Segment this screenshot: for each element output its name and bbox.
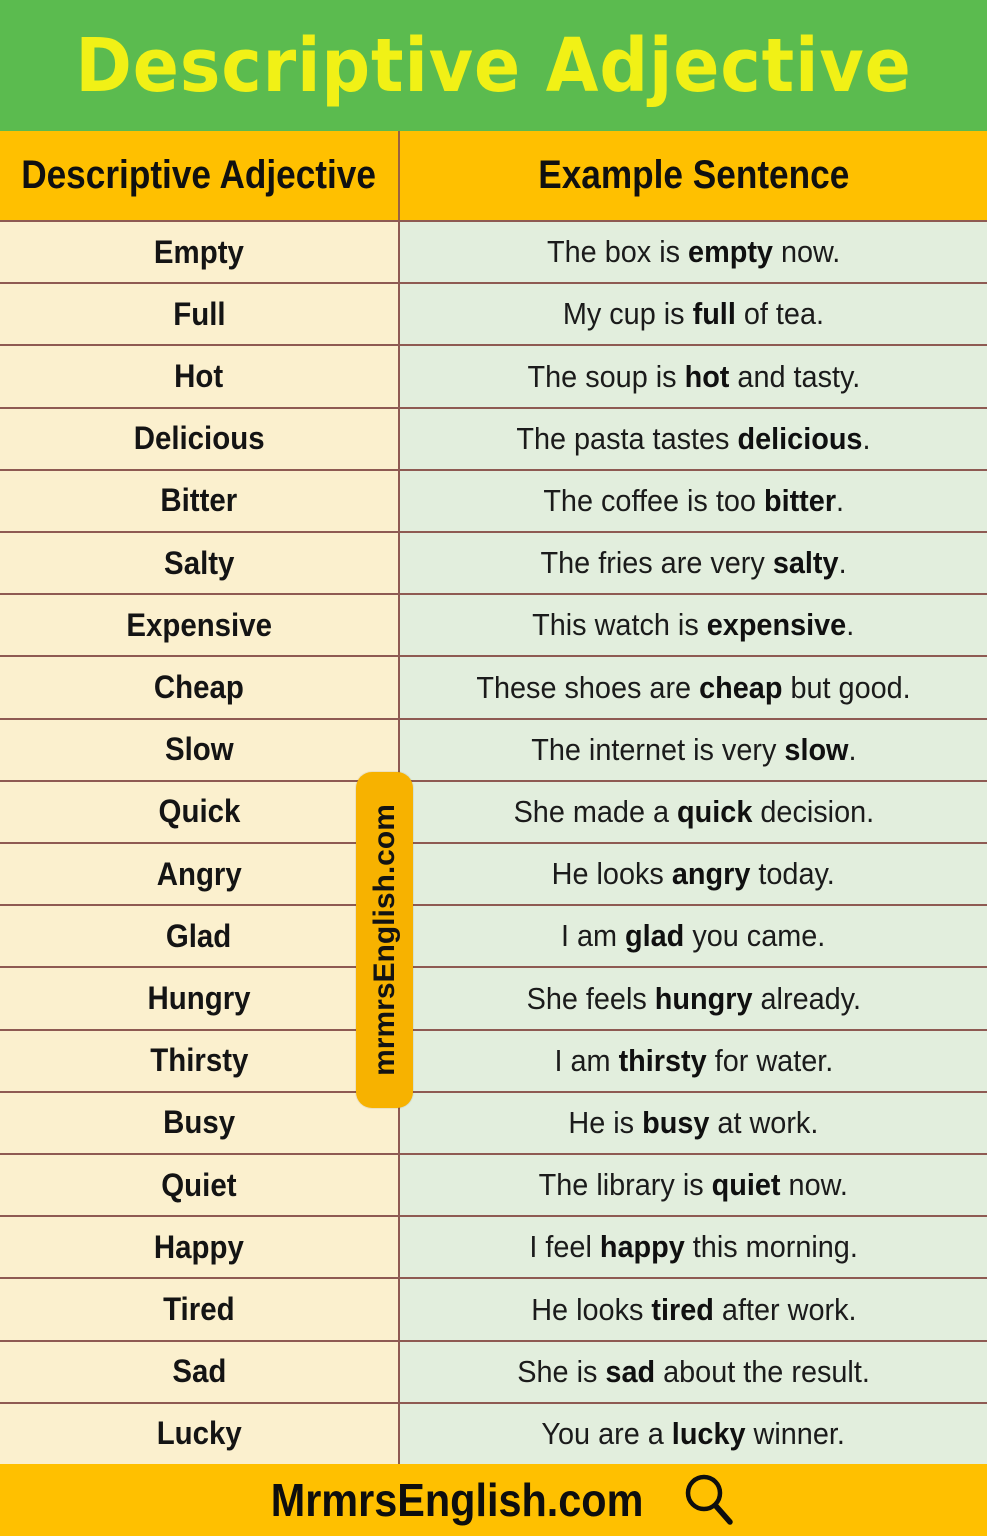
highlighted-adjective: expensive [707, 607, 847, 643]
example-sentence: The library is quiet now. [538, 1167, 849, 1203]
example-sentence: These shoes are cheap but good. [476, 669, 911, 705]
title-banner [0, 0, 987, 131]
table-row [0, 346, 987, 408]
table-row [0, 720, 987, 782]
adjective-label: Quick [158, 793, 240, 830]
example-sentence: He looks angry today. [551, 856, 836, 892]
highlighted-adjective: hot [684, 358, 729, 394]
highlighted-adjective: tired [651, 1291, 714, 1327]
watermark-label: mrmrsEnglish.com [367, 804, 401, 1076]
table-row [0, 657, 987, 719]
adjective-cell [0, 657, 400, 717]
adjective-cell [0, 595, 400, 655]
sentence-cell [400, 1093, 987, 1153]
adjective-label: Slow [164, 731, 234, 768]
search-icon [681, 1471, 737, 1529]
adjective-label: Hungry [147, 980, 251, 1017]
table-row [0, 844, 987, 906]
adjective-label: Empty [154, 233, 244, 270]
column-header-adjective-label: Descriptive Adjective [21, 153, 377, 197]
column-header-example-label: Example Sentence [537, 153, 850, 197]
example-sentence: The fries are very salty. [540, 545, 847, 581]
sentence-cell [400, 720, 987, 780]
column-header-adjective [0, 131, 400, 220]
sentence-cell [400, 471, 987, 531]
adjective-cell [0, 533, 400, 593]
sentence-cell [400, 968, 987, 1028]
adjective-label: Busy [163, 1104, 235, 1141]
example-sentence: The box is empty now. [546, 234, 841, 270]
sentence-cell [400, 906, 987, 966]
page-title: Descriptive Adjective [75, 22, 912, 109]
footer-site-name: MrmrsEnglish.com [271, 1474, 644, 1526]
example-sentence: You are a lucky winner. [541, 1415, 846, 1451]
table-row [0, 471, 987, 533]
sentence-cell [400, 1342, 987, 1402]
table-row [0, 222, 987, 284]
adjective-cell [0, 1093, 400, 1153]
example-sentence: She feels hungry already. [526, 980, 861, 1016]
table-row [0, 533, 987, 595]
highlighted-adjective: full [692, 296, 736, 332]
table-row [0, 1342, 987, 1404]
adjective-cell [0, 1217, 400, 1277]
sentence-cell [400, 595, 987, 655]
example-sentence: She made a quick decision. [513, 793, 874, 829]
example-sentence: The soup is hot and tasty. [527, 358, 860, 394]
table-row [0, 906, 987, 968]
adjective-cell [0, 906, 400, 966]
highlighted-adjective: empty [687, 234, 773, 270]
example-sentence: My cup is full of tea. [562, 296, 825, 332]
highlighted-adjective: busy [642, 1104, 710, 1140]
sentence-cell [400, 346, 987, 406]
adjective-label: Cheap [154, 669, 244, 706]
example-sentence: I feel happy this morning. [529, 1229, 858, 1265]
adjective-cell [0, 1279, 400, 1339]
table-body [0, 222, 987, 1464]
adjective-label: Angry [156, 855, 242, 892]
highlighted-adjective: happy [599, 1229, 685, 1265]
adjective-cell [0, 346, 400, 406]
adjective-cell [0, 1031, 400, 1091]
highlighted-adjective: glad [625, 918, 685, 954]
footer [0, 1464, 987, 1536]
highlighted-adjective: quiet [711, 1167, 781, 1203]
adjective-cell [0, 844, 400, 904]
sentence-cell [400, 1217, 987, 1277]
highlighted-adjective: cheap [699, 669, 783, 705]
table-row [0, 284, 987, 346]
sentence-cell [400, 782, 987, 842]
example-sentence: She is sad about the result. [517, 1353, 870, 1389]
watermark-badge [356, 772, 413, 1108]
adjective-cell [0, 720, 400, 780]
table-row [0, 409, 987, 471]
example-sentence: He looks tired after work. [530, 1291, 857, 1327]
sentence-cell [400, 222, 987, 282]
adjective-label: Glad [166, 917, 232, 954]
adjective-label: Quiet [161, 1166, 237, 1203]
highlighted-adjective: salty [772, 545, 839, 581]
table-row [0, 1093, 987, 1155]
adjective-cell [0, 409, 400, 469]
highlighted-adjective: quick [676, 793, 752, 829]
table-row [0, 1217, 987, 1279]
sentence-cell [400, 409, 987, 469]
table-row [0, 1155, 987, 1217]
adjective-cell [0, 968, 400, 1028]
example-sentence: I am thirsty for water. [554, 1042, 833, 1078]
adjective-cell [0, 1342, 400, 1402]
table-row [0, 968, 987, 1030]
adjective-label: Bitter [160, 482, 238, 519]
adjective-cell [0, 471, 400, 531]
adjective-cell [0, 782, 400, 842]
highlighted-adjective: hungry [654, 980, 753, 1016]
sentence-cell [400, 1279, 987, 1339]
adjective-label: Salty [163, 544, 235, 581]
adjective-cell [0, 1404, 400, 1464]
adjective-cell [0, 1155, 400, 1215]
highlighted-adjective: delicious [737, 420, 863, 456]
table-row [0, 1279, 987, 1341]
sentence-cell [400, 1031, 987, 1091]
example-sentence: The coffee is too bitter. [543, 482, 844, 518]
sentence-cell [400, 844, 987, 904]
highlighted-adjective: slow [784, 731, 849, 767]
example-sentence: The pasta tastes delicious. [516, 420, 871, 456]
highlighted-adjective: angry [672, 856, 751, 892]
highlighted-adjective: thirsty [618, 1042, 707, 1078]
sentence-cell [400, 657, 987, 717]
highlighted-adjective: sad [605, 1353, 656, 1389]
highlighted-adjective: lucky [672, 1415, 746, 1451]
adjective-label: Expensive [126, 606, 272, 643]
table-row [0, 595, 987, 657]
table-row [0, 1404, 987, 1464]
sentence-cell [400, 1404, 987, 1464]
adjective-label: Lucky [156, 1415, 242, 1452]
adjective-label: Hot [174, 358, 224, 394]
sentence-cell [400, 284, 987, 344]
example-sentence: He is busy at work. [568, 1104, 819, 1140]
example-sentence: I am glad you came. [561, 918, 826, 954]
table-header-row [0, 131, 987, 222]
sentence-cell [400, 533, 987, 593]
table-row [0, 782, 987, 844]
column-header-example [400, 131, 987, 220]
adjective-label: Thirsty [149, 1042, 249, 1079]
adjective-label: Sad [172, 1353, 226, 1390]
adjective-cell [0, 284, 400, 344]
adjective-label: Happy [154, 1228, 244, 1265]
sentence-cell [400, 1155, 987, 1215]
highlighted-adjective: bitter [763, 482, 836, 518]
adjective-label: Tired [163, 1291, 235, 1328]
adjective-label: Full [172, 295, 226, 332]
example-sentence: This watch is expensive. [532, 607, 855, 643]
adjective-label: Delicious [133, 420, 265, 457]
example-sentence: The internet is very slow. [530, 731, 857, 767]
adjective-cell [0, 222, 400, 282]
table-row [0, 1031, 987, 1093]
